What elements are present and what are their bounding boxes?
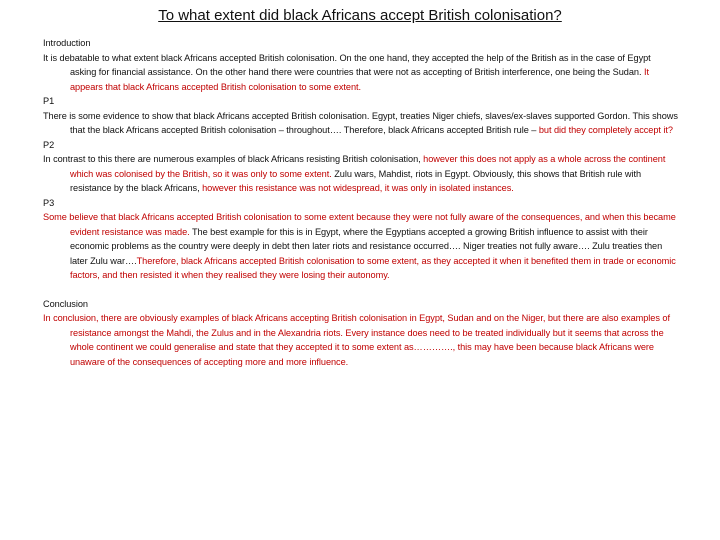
section-gap xyxy=(43,283,679,297)
essay-body xyxy=(43,36,679,369)
p3-heading: P3 xyxy=(43,197,55,208)
p1-heading: P1 xyxy=(43,96,55,106)
p2-heading: P2 xyxy=(43,139,55,150)
intro-text: It is debatable to what extent black Africans accepted British colonisation. On the one hand, they accepted the help of the British as in the case of Egypt asking for financial assistance. On the other hand there were countries that were not as accepting of British interference, one being the Sudan. xyxy=(43,52,651,77)
p3-text: The best example for this is in Egypt, where the Egyptians accepted a growing British influence to assist with their economic problems as the country were deeply in debt then later riots and resistance occurred…. Niger treaties not fully aware…. Zulu treaties then later Zulu war…. xyxy=(70,226,663,266)
p2-highlight-1: however this does not apply as a whole across the continent which was colonised by the British, so it was only to some extent. xyxy=(70,154,666,179)
p1-highlight: but did they completely accept it? xyxy=(538,125,673,135)
p2-text-1: In contrast to this there are numerous examples of black Africans resisting British colonisation, xyxy=(43,154,424,164)
conclusion-paragraph: In conclusion, there are obviously examples of black Africans accepting British colonisation in Egypt, Sudan and on the Niger, but there are also examples of resistance amongst the Mahdi, the Zulus and in the Alexandria riots. Every instance does need to be treated individually but it seems that across the whole continent we could generalise and state that they accepted it to some extent as…………., this may have been because black Africans were unaware of the consequences of accepting more and more influence. xyxy=(43,313,670,367)
p1-paragraph xyxy=(43,109,679,138)
p2-text-2: Zulu wars, Mahdist, riots in Egypt. Obviously, this shows that British rule with resistance by the black Africans, xyxy=(70,168,642,193)
intro-highlight: It appears that black Africans accepted British colonisation to some extent. xyxy=(70,67,649,92)
conclusion-heading: Conclusion xyxy=(43,298,88,309)
p3-highlight-2: Therefore, black Africans accepted British colonisation to some extent, as they accepted it when it benefited them in trade or economic factors, and then resisted it when they realised they were losing their autonomy. xyxy=(70,255,676,280)
intro-heading: Introduction xyxy=(43,38,91,48)
p2-highlight-2: however this resistance was not widespread, it was only in isolated instances. xyxy=(202,183,514,193)
p3-paragraph xyxy=(43,210,679,283)
intro-paragraph xyxy=(43,51,679,95)
p1-text: There is some evidence to show that black Africans accepted British colonisation. Egypt, treaties Niger chiefs, slaves/ex-slaves supported Gordon. This shows that the black Africans accepted British colonisation – throughout…. Therefore, black Africans accepted British rule – xyxy=(43,110,678,135)
p3-highlight-1: Some believe that black Africans accepted British colonisation to some extent because they were not fully aware of the consequences, and when this became evident resistance was made. xyxy=(43,212,676,237)
p2-paragraph xyxy=(43,152,679,196)
document-title: To what extent did black Africans accept British colonisation? xyxy=(158,7,562,24)
